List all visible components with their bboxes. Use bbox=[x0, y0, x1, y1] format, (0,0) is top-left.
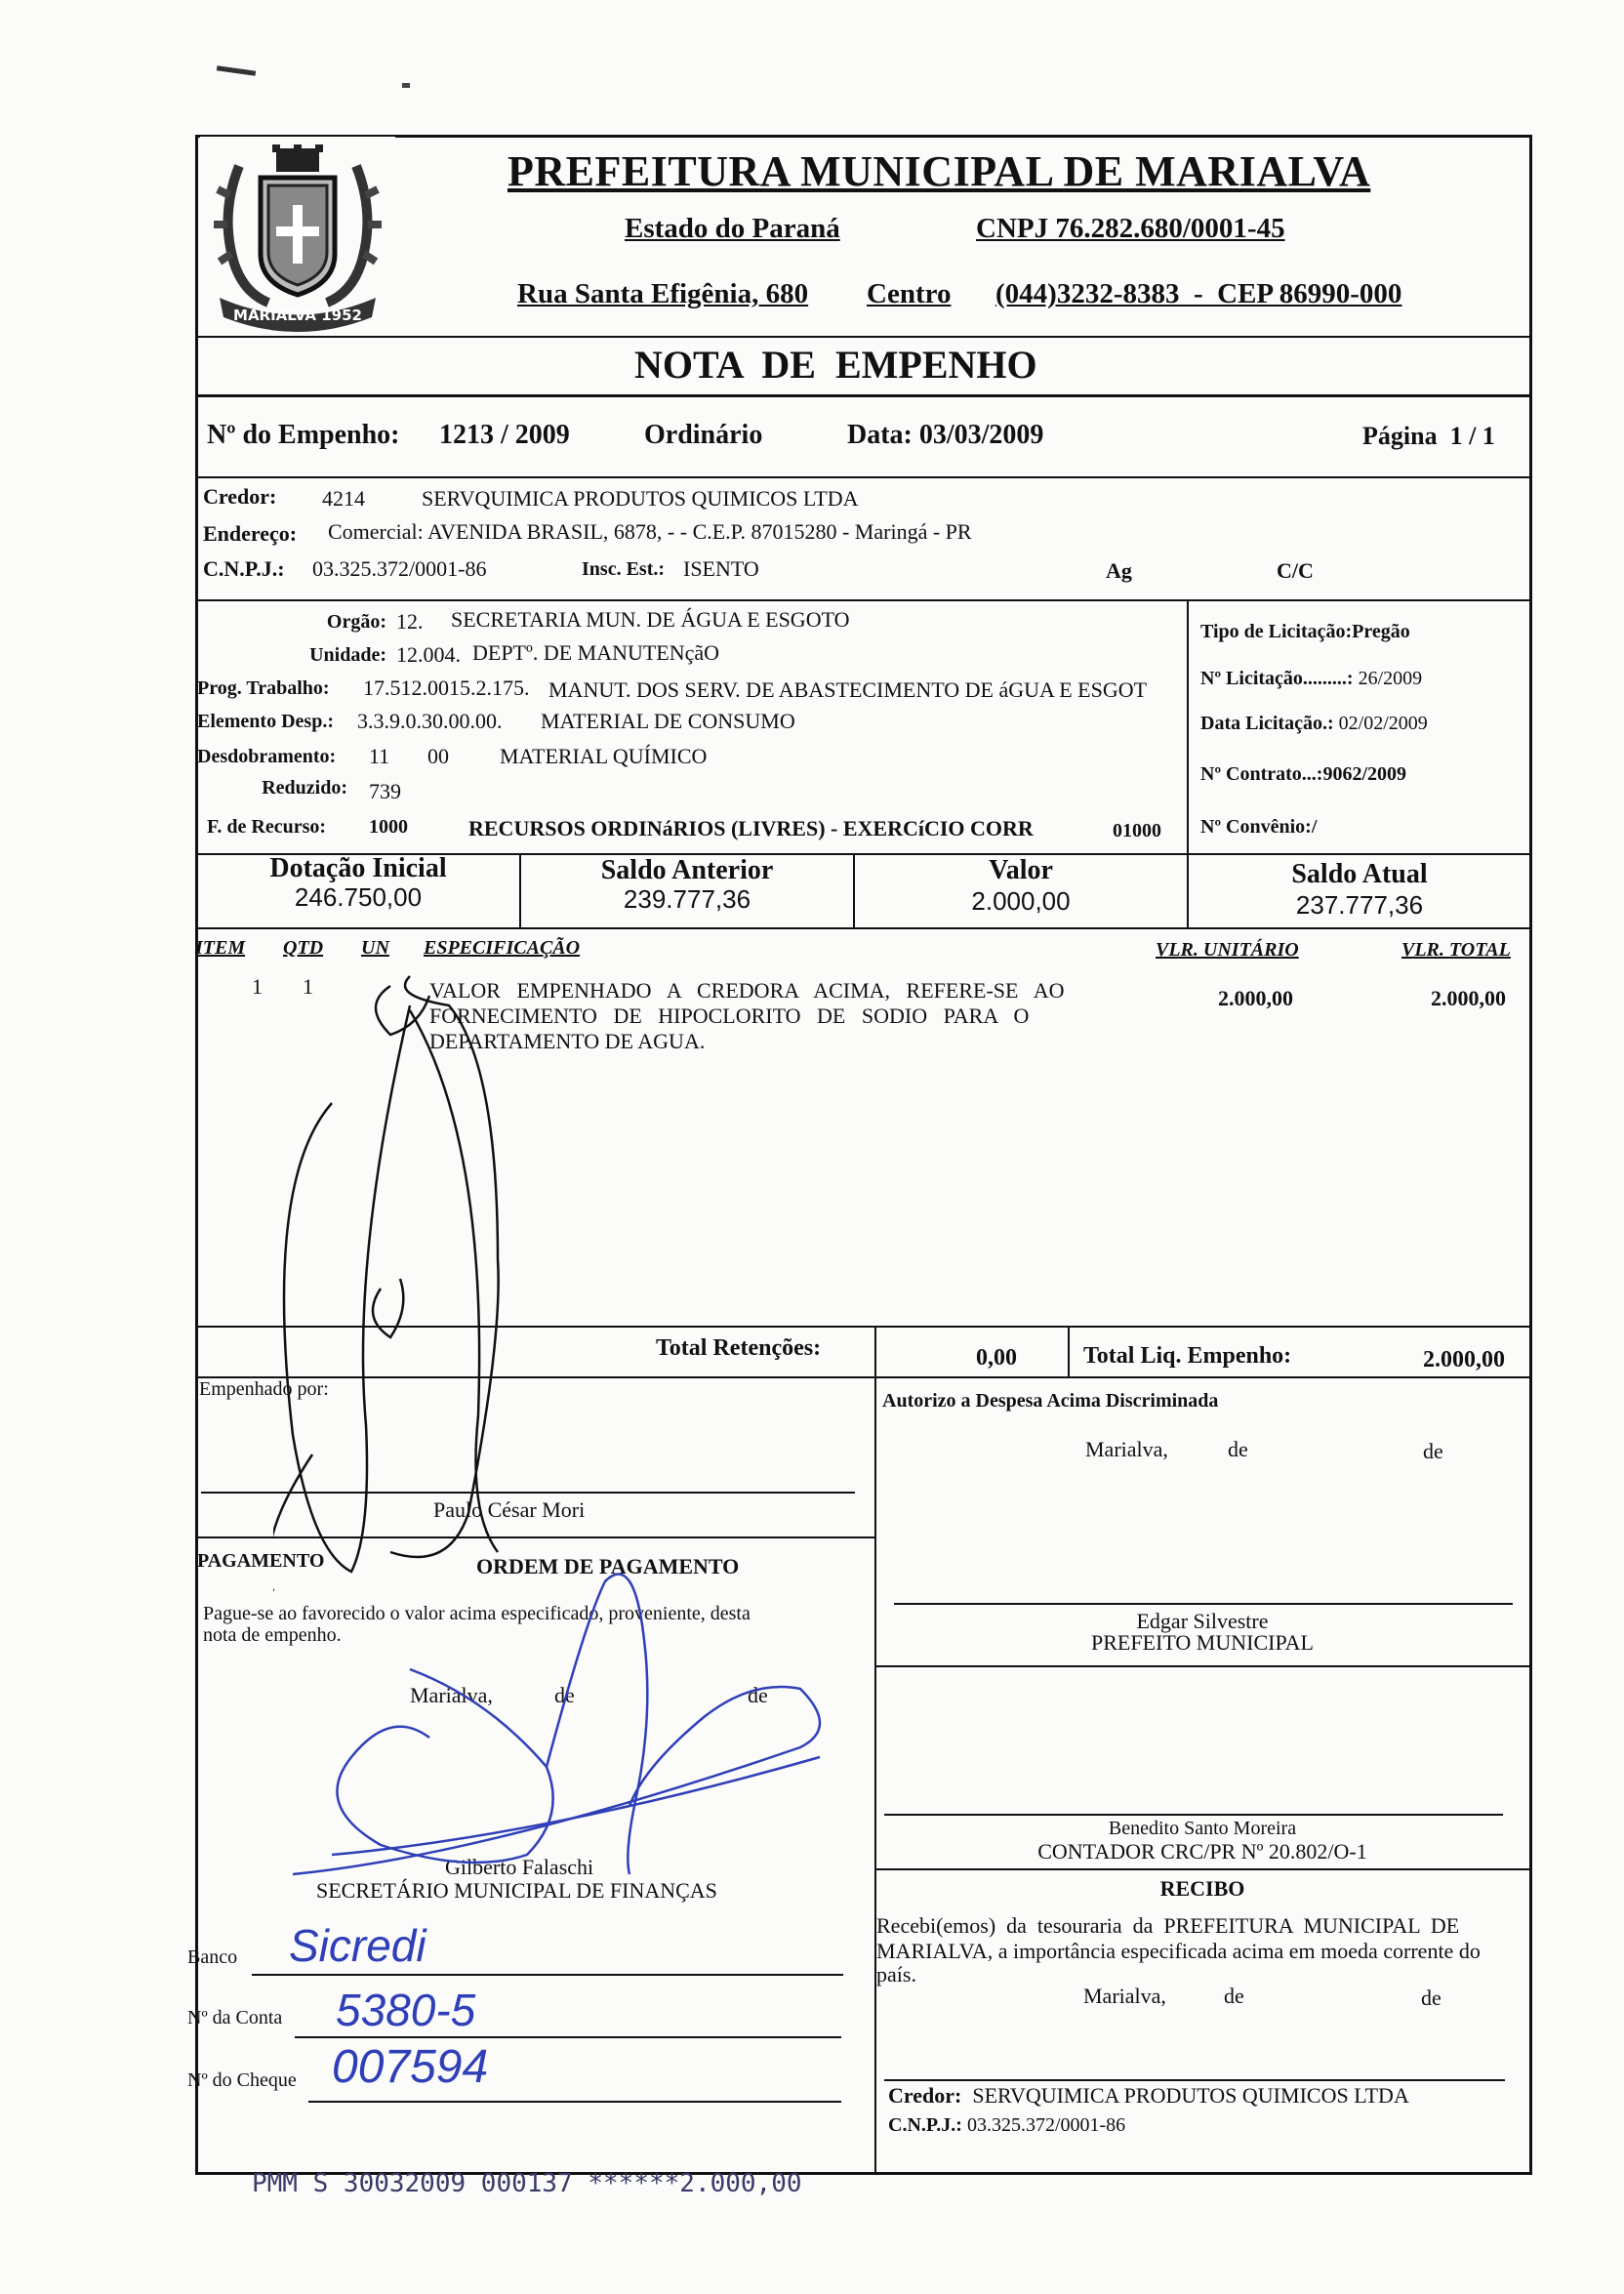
recibo-cnpj: C.N.P.J.: 03.325.372/0001-86 bbox=[888, 2114, 1126, 2136]
recurso-label: F. de Recurso: bbox=[207, 816, 327, 838]
elemento-name: MATERIAL DE CONSUMO bbox=[541, 709, 795, 733]
recurso-suffix: 01000 bbox=[1113, 820, 1161, 841]
credor-code: 4214 bbox=[322, 486, 365, 511]
ag-label: Ag bbox=[1106, 558, 1132, 583]
col-especificacao: ESPECIFICAÇÃO bbox=[424, 937, 581, 959]
retencoes-value: 0,00 bbox=[976, 1345, 1017, 1371]
ie-label: Insc. Est.: bbox=[582, 558, 666, 580]
saldo-anterior-label: Saldo Anterior bbox=[600, 855, 774, 885]
elemento-label: Elemento Desp.: bbox=[197, 711, 334, 732]
desdobramento-a: 11 bbox=[369, 744, 390, 768]
recurso-code: 1000 bbox=[369, 816, 408, 838]
dotacao-label: Dotação Inicial bbox=[269, 853, 447, 883]
valor-value: 2.000,00 bbox=[971, 886, 1071, 916]
recurso-name: RECURSOS ORDINáRIOS (LIVRES) - EXERCíCIO CORR bbox=[468, 816, 1034, 840]
orgao-name: SECRETARIA MUN. DE ÁGUA E ESGOTO bbox=[451, 607, 850, 632]
header-phone-cep: (044)3232-8383 - CEP 86990-000 bbox=[995, 278, 1402, 309]
item-unit-value: 2.000,00 bbox=[1218, 986, 1293, 1010]
numero-licitacao: Nº Licitação.........: 26/2009 bbox=[1200, 668, 1423, 689]
pagamento-de-1: de bbox=[554, 1683, 575, 1707]
unidade-label: Unidade: bbox=[309, 644, 386, 666]
orgao-code: 12. bbox=[396, 609, 424, 634]
svg-text:MARIALVA 1952: MARIALVA 1952 bbox=[233, 307, 362, 324]
empenhado-label: Empenhado por: bbox=[199, 1378, 329, 1400]
pagamento-de-2: de bbox=[748, 1683, 768, 1707]
conta-label: Nº da Conta bbox=[187, 2007, 283, 2028]
tipo-licitacao: Tipo de Licitação:Pregão bbox=[1200, 621, 1410, 642]
cnpj-label: C.N.P.J.: bbox=[203, 556, 285, 581]
scan-mark bbox=[217, 65, 256, 76]
valor-label: Valor bbox=[989, 855, 1053, 885]
recibo-text-3: país. bbox=[876, 1962, 916, 1987]
banco-handwritten: Sicredi bbox=[289, 1920, 426, 1971]
autorizo-title: Autorizo a Despesa Acima Discriminada bbox=[882, 1390, 1219, 1412]
saldo-anterior-value: 239.777,36 bbox=[623, 884, 751, 914]
address-label: Endereço: bbox=[203, 521, 298, 546]
header-district: Centro bbox=[867, 278, 952, 309]
header-title: PREFEITURA MUNICIPAL DE MARIALVA bbox=[508, 147, 1371, 195]
retencoes-label: Total Retenções: bbox=[656, 1335, 822, 1361]
empenhado-name: Paulo César Mori bbox=[433, 1497, 586, 1522]
contador-name: Benedito Santo Moreira bbox=[1108, 1818, 1297, 1839]
unidade-code: 12.004. bbox=[396, 642, 461, 667]
secretario-name: Gilberto Falaschi bbox=[445, 1855, 594, 1879]
empenho-number: 1213 / 2009 bbox=[439, 420, 570, 450]
coat-of-arms-icon bbox=[200, 137, 395, 337]
col-qtd: QTD bbox=[283, 937, 324, 959]
conta-handwritten: 5380-5 bbox=[336, 1985, 476, 2035]
page-number: Página 1 / 1 bbox=[1362, 422, 1495, 450]
banco-label: Banco bbox=[187, 1946, 238, 1968]
pagamento-text-1: Pague-se ao favorecido o valor acima especificado, proveniente, desta bbox=[203, 1603, 751, 1624]
reduzido-label: Reduzido: bbox=[262, 777, 347, 799]
elemento-code: 3.3.9.0.30.00.00. bbox=[357, 709, 503, 733]
desdobramento-label: Desdobramento: bbox=[197, 746, 337, 767]
empenho-number-label: Nº do Empenho: bbox=[207, 420, 400, 450]
autorizo-de-2: de bbox=[1423, 1439, 1443, 1463]
numero-contrato: Nº Contrato...:9062/2009 bbox=[1200, 763, 1407, 785]
recibo-text-2: MARIALVA, a importância especificada acima em moeda corrente do bbox=[876, 1939, 1481, 1963]
data-licitacao: Data Licitação.: 02/02/2009 bbox=[1200, 713, 1428, 734]
pagamento-text-2: nota de empenho. bbox=[203, 1624, 342, 1646]
recibo-title: RECIBO bbox=[1159, 1876, 1245, 1901]
numero-convenio: Nº Convênio:/ bbox=[1200, 816, 1318, 838]
col-item: ITEM bbox=[195, 937, 246, 959]
credor-cnpj: 03.325.372/0001-86 bbox=[312, 556, 487, 581]
header-state: Estado do Paraná bbox=[625, 213, 840, 244]
unidade-name: DEPTº. DE MANUTENçãO bbox=[472, 640, 720, 665]
prog-code: 17.512.0015.2.175. bbox=[363, 676, 530, 700]
saldo-atual-value: 237.777,36 bbox=[1295, 890, 1424, 920]
prefeito-title: PREFEITO MUNICIPAL bbox=[1091, 1630, 1314, 1655]
cheque-handwritten: 007594 bbox=[332, 2041, 489, 2093]
credor-address: Comercial: AVENIDA BRASIL, 6878, - - C.E.P. 87015280 - Maringá - PR bbox=[328, 519, 972, 544]
cc-label: C/C bbox=[1277, 558, 1314, 583]
pagamento-label: PAGAMENTO bbox=[197, 1550, 325, 1572]
saldo-atual-label: Saldo Atual bbox=[1291, 859, 1428, 889]
cheque-label: Nº do Cheque bbox=[187, 2069, 297, 2091]
reduzido-value: 739 bbox=[369, 779, 401, 803]
col-valor-total: VLR. TOTAL bbox=[1401, 939, 1511, 961]
empenho-type: Ordinário bbox=[644, 420, 763, 450]
col-valor-unitario: VLR. UNITÁRIO bbox=[1156, 939, 1299, 961]
item-number: 1 bbox=[252, 974, 263, 999]
orgao-label: Orgão: bbox=[326, 611, 386, 633]
header-cnpj: CNPJ 76.282.680/0001-45 bbox=[976, 213, 1285, 244]
recibo-de-2: de bbox=[1421, 1986, 1441, 2010]
liquido-label: Total Liq. Empenho: bbox=[1083, 1343, 1292, 1369]
item-qtd: 1 bbox=[303, 974, 313, 999]
autorizo-city: Marialva, bbox=[1085, 1437, 1168, 1461]
footer-stamp: PMM S 30032009 000137 ******2.000,00 bbox=[252, 2169, 802, 2198]
prog-label: Prog. Trabalho: bbox=[197, 677, 330, 699]
credor-ie: ISENTO bbox=[683, 556, 759, 581]
recibo-city: Marialva, bbox=[1083, 1984, 1166, 2008]
prog-name: MANUT. DOS SERV. DE ABASTECIMENTO DE áGUA E ESGOT bbox=[548, 677, 1148, 702]
scan-mark bbox=[402, 83, 410, 88]
recibo-credor: Credor: SERVQUIMICA PRODUTOS QUIMICOS LTDA bbox=[888, 2083, 1409, 2108]
empenho-date: Data: 03/03/2009 bbox=[847, 420, 1044, 450]
liquido-value: 2.000,00 bbox=[1423, 1347, 1505, 1372]
contador-title: CONTADOR CRC/PR Nº 20.802/O-1 bbox=[1037, 1839, 1367, 1864]
signature-empenhado-icon bbox=[273, 966, 644, 1591]
recibo-de-1: de bbox=[1224, 1984, 1244, 2008]
item-spec-line-1: VALOR EMPENHADO A CREDORA ACIMA, REFERE-SE AO bbox=[429, 978, 1065, 1003]
secretario-title: SECRETÁRIO MUNICIPAL DE FINANÇAS bbox=[316, 1878, 717, 1903]
dotacao-value: 246.750,00 bbox=[294, 882, 423, 912]
document-title: NOTA DE EMPENHO bbox=[634, 343, 1037, 387]
desdobramento-name: MATERIAL QUÍMICO bbox=[500, 744, 708, 768]
item-spec-line-2: FORNECIMENTO DE HIPOCLORITO DE SODIO PARA O bbox=[429, 1004, 1030, 1028]
signature-secretario-icon bbox=[293, 1562, 839, 1894]
credor-label: Credor: bbox=[203, 484, 277, 509]
pagamento-city: Marialva, bbox=[410, 1683, 493, 1707]
header-street: Rua Santa Efigênia, 680 bbox=[517, 278, 809, 309]
credor-name: SERVQUIMICA PRODUTOS QUIMICOS LTDA bbox=[422, 486, 859, 511]
item-spec-line-3: DEPARTAMENTO DE AGUA. bbox=[429, 1029, 706, 1053]
prefeito-name: Edgar Silvestre bbox=[1136, 1609, 1269, 1633]
col-un: UN bbox=[361, 937, 389, 959]
desdobramento-b: 00 bbox=[427, 744, 449, 768]
autorizo-de-1: de bbox=[1228, 1437, 1248, 1461]
ordem-pagamento-title: ORDEM DE PAGAMENTO bbox=[476, 1554, 740, 1578]
item-total-value: 2.000,00 bbox=[1431, 986, 1506, 1010]
recibo-text-1: Recebi(emos) da tesouraria da PREFEITURA MUNICIPAL DE bbox=[876, 1913, 1460, 1938]
